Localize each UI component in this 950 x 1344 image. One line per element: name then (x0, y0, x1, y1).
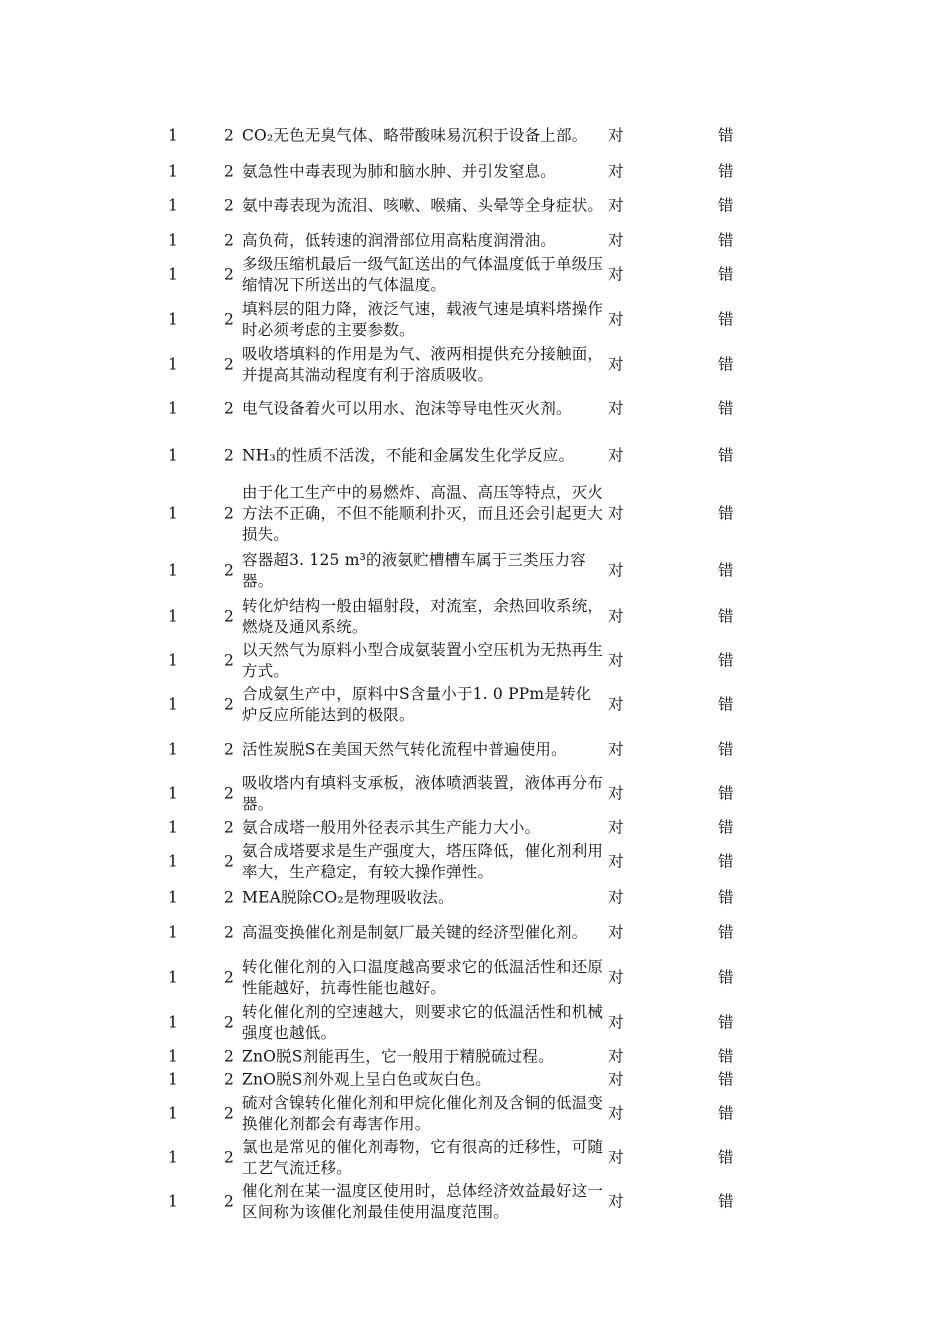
answer-true: 对 (608, 1070, 624, 1088)
table-row (0, 184, 950, 228)
answer-false: 错 (718, 265, 734, 284)
answer-true: 对 (608, 1047, 624, 1065)
question-text: ZnO脱S剂能再生，它一般用于精脱硫过程。 (242, 1047, 554, 1065)
answer-false: 错 (718, 196, 734, 215)
answer-false: 错 (718, 923, 734, 942)
question-text: 转化催化剂的入口温度越高要求它的低温活性和还原性能越好，抗毒性能也越好。 (242, 957, 604, 997)
answer-false: 错 (718, 1047, 734, 1065)
question-text: 合成氨生产中，原料中S含量小于1. 0 PPm是转化炉反应所能达到的极限。 (242, 685, 592, 724)
table-row (0, 595, 950, 639)
question-number: 1 (168, 923, 178, 942)
answer-true: 对 (608, 1148, 624, 1167)
question-score: 2 (224, 1047, 234, 1065)
question-score: 2 (224, 740, 234, 758)
question-text: NH₃的性质不活泼，不能和金属发生化学反应。 (242, 446, 575, 465)
question-number: 1 (168, 852, 178, 870)
answer-true: 对 (608, 196, 624, 215)
question-score: 2 (224, 355, 234, 373)
question-score: 2 (224, 852, 234, 870)
answer-true: 对 (608, 888, 624, 906)
answer-false: 错 (718, 1148, 734, 1167)
question-number: 1 (168, 1192, 178, 1211)
answer-true: 对 (608, 399, 624, 418)
question-number: 1 (168, 1047, 178, 1065)
answer-false: 错 (718, 607, 734, 626)
question-score: 2 (224, 399, 234, 418)
question-text: 多级压缩机最后一级气缸送出的气体温度低于单级压缩情况下所送出的气体温度。 (242, 255, 604, 294)
answer-true: 对 (608, 355, 624, 373)
answer-true: 对 (608, 923, 624, 942)
table-row (0, 772, 950, 816)
table-row (0, 1000, 950, 1045)
table-row (0, 1091, 950, 1136)
answer-true: 对 (608, 446, 624, 465)
question-score: 2 (224, 504, 234, 523)
answer-true: 对 (608, 265, 624, 284)
question-score: 2 (224, 923, 234, 942)
question-score: 2 (224, 607, 234, 626)
question-score: 2 (224, 1070, 234, 1088)
answer-false: 错 (718, 126, 734, 145)
answer-false: 错 (718, 504, 734, 523)
table-row (0, 547, 950, 595)
question-score: 2 (224, 1148, 234, 1167)
question-number: 1 (168, 355, 178, 373)
answer-true: 对 (608, 968, 624, 986)
table-row (0, 113, 950, 159)
question-number: 1 (168, 607, 178, 626)
answer-false: 错 (718, 231, 734, 249)
question-number: 1 (168, 231, 178, 249)
question-number: 1 (168, 504, 178, 523)
question-score: 2 (224, 784, 234, 803)
answer-true: 对 (608, 1192, 624, 1211)
question-text: MEA脱除CO₂是物理吸收法。 (242, 888, 454, 906)
answer-false: 错 (718, 818, 734, 836)
table-row (0, 159, 950, 184)
answer-false: 错 (718, 740, 734, 758)
question-number: 1 (168, 310, 178, 328)
question-text: 氨合成塔要求是生产强度大，塔压降低，催化剂利用率大，生产稳定，有较大操作弹性。 (242, 841, 604, 881)
question-number: 1 (168, 888, 178, 906)
question-number: 1 (168, 126, 178, 145)
table-row (0, 387, 950, 431)
question-score: 2 (224, 126, 234, 145)
answer-false: 错 (718, 695, 734, 714)
table-row (0, 228, 950, 253)
question-score: 2 (224, 1104, 234, 1122)
table-row (0, 481, 950, 547)
question-number: 1 (168, 740, 178, 758)
table-row (0, 911, 950, 955)
answer-false: 错 (718, 561, 734, 580)
answer-true: 对 (608, 818, 624, 836)
answer-false: 错 (718, 784, 734, 803)
question-score: 2 (224, 561, 234, 580)
question-number: 1 (168, 446, 178, 465)
question-score: 2 (224, 231, 234, 249)
answer-true: 对 (608, 852, 624, 870)
answer-true: 对 (608, 651, 624, 670)
question-text: 转化催化剂的空速越大，则要求它的低温活性和机械强度也越低。 (242, 1002, 604, 1042)
question-text: 活性炭脱S在美国天然气转化流程中普遍使用。 (242, 740, 567, 758)
table-row (0, 884, 950, 911)
answer-false: 错 (718, 310, 734, 328)
question-text: 填料层的阻力降，液泛气速，载液气速是填料塔操作时必须考虑的主要参数。 (242, 299, 604, 339)
question-number: 1 (168, 695, 178, 714)
table-row (0, 839, 950, 884)
answer-false: 错 (718, 355, 734, 373)
answer-false: 错 (718, 651, 734, 670)
answer-true: 对 (608, 1013, 624, 1031)
question-text: 氨中毒表现为流泪、咳嗽、喉痛、头晕等全身症状。 (242, 196, 604, 215)
question-score: 2 (224, 1192, 234, 1211)
answer-false: 错 (718, 399, 734, 418)
answer-false: 错 (718, 1104, 734, 1122)
answer-true: 对 (608, 231, 624, 249)
question-table (0, 113, 950, 1224)
answer-true: 对 (608, 695, 624, 714)
answer-false: 错 (718, 968, 734, 986)
answer-true: 对 (608, 1104, 624, 1122)
question-number: 1 (168, 162, 178, 180)
question-text: 以天然气为原料小型合成氨装置小空压机为无热再生方式。 (242, 641, 604, 680)
table-row (0, 727, 950, 772)
answer-false: 错 (718, 852, 734, 870)
question-number: 1 (168, 1070, 178, 1088)
question-number: 1 (168, 1148, 178, 1167)
question-score: 2 (224, 1013, 234, 1031)
question-number: 1 (168, 968, 178, 986)
answer-true: 对 (608, 740, 624, 758)
question-number: 1 (168, 196, 178, 215)
table-row (0, 342, 950, 387)
question-text: 催化剂在某一温度区使用时，总体经济效益最好这一区间称为该催化剂最佳使用温度范围。 (242, 1182, 604, 1221)
question-score: 2 (224, 651, 234, 670)
question-number: 1 (168, 784, 178, 803)
question-number: 1 (168, 399, 178, 418)
question-text: 由于化工生产中的易燃炸、高温、高压等特点，灭火方法不正确，不但不能顺利扑灭，而且还会引起更大损失。 (242, 483, 604, 544)
answer-false: 错 (718, 446, 734, 465)
question-score: 2 (224, 695, 234, 714)
question-score: 2 (224, 818, 234, 836)
question-number: 1 (168, 818, 178, 836)
question-text: 电气设备着火可以用水、泡沫等导电性灭火剂。 (242, 399, 572, 418)
table-row (0, 1180, 950, 1224)
answer-false: 错 (718, 1070, 734, 1088)
question-text: 高温变换催化剂是制氨厂最关键的经济型催化剂。 (242, 923, 588, 942)
question-score: 2 (224, 196, 234, 215)
question-number: 1 (168, 1104, 178, 1122)
question-number: 1 (168, 651, 178, 670)
question-score: 2 (224, 446, 234, 465)
table-row (0, 253, 950, 297)
answer-false: 错 (718, 1192, 734, 1211)
answer-true: 对 (608, 504, 624, 523)
table-row (0, 955, 950, 1000)
answer-true: 对 (608, 126, 624, 145)
question-text: 高负荷，低转速的润滑部位用高粘度润滑油。 (242, 231, 557, 249)
answer-true: 对 (608, 561, 624, 580)
question-number: 1 (168, 265, 178, 284)
question-score: 2 (224, 265, 234, 284)
question-score: 2 (224, 162, 234, 180)
table-row (0, 1136, 950, 1180)
answer-true: 对 (608, 162, 624, 180)
answer-false: 错 (718, 162, 734, 180)
table-row (0, 297, 950, 342)
table-row (0, 1045, 950, 1068)
question-text: ZnO脱S剂外观上呈白色或灰白色。 (242, 1070, 491, 1088)
table-row (0, 816, 950, 839)
question-text: 转化炉结构一般由辐射段，对流室，余热回收系统，燃烧及通风系统。 (242, 597, 604, 636)
question-score: 2 (224, 310, 234, 328)
question-text: 氨急性中毒表现为肺和脑水肿、并引发窒息。 (242, 162, 557, 180)
question-text: 硫对含镍转化催化剂和甲烷化催化剂及含铜的低温变换催化剂都会有毒害作用。 (242, 1093, 604, 1133)
question-text: 吸收塔内有填料支承板，液体喷洒装置，液体再分布器。 (242, 774, 604, 813)
question-score: 2 (224, 968, 234, 986)
answer-false: 错 (718, 888, 734, 906)
question-number: 1 (168, 561, 178, 580)
question-number: 1 (168, 1013, 178, 1031)
question-text: 吸收塔填料的作用是为气、液两相提供充分接触面，并提高其湍动程度有利于溶质吸收。 (242, 344, 604, 384)
answer-true: 对 (608, 607, 624, 626)
table-row (0, 683, 950, 727)
answer-false: 错 (718, 1013, 734, 1031)
answer-true: 对 (608, 310, 624, 328)
question-text: CO₂无色无臭气体、略带酸味易沉积于设备上部。 (242, 126, 588, 145)
table-row (0, 1068, 950, 1091)
table-row (0, 431, 950, 481)
answer-true: 对 (608, 784, 624, 803)
question-text: 氯也是常见的催化剂毒物，它有很高的迁移性，可随工艺气流迁移。 (242, 1138, 604, 1177)
question-score: 2 (224, 888, 234, 906)
table-row (0, 639, 950, 683)
question-text: 容器超3. 125 m³的液氨贮槽槽车属于三类压力容器。 (242, 551, 586, 590)
question-text: 氨合成塔一般用外径表示其生产能力大小。 (242, 818, 541, 836)
